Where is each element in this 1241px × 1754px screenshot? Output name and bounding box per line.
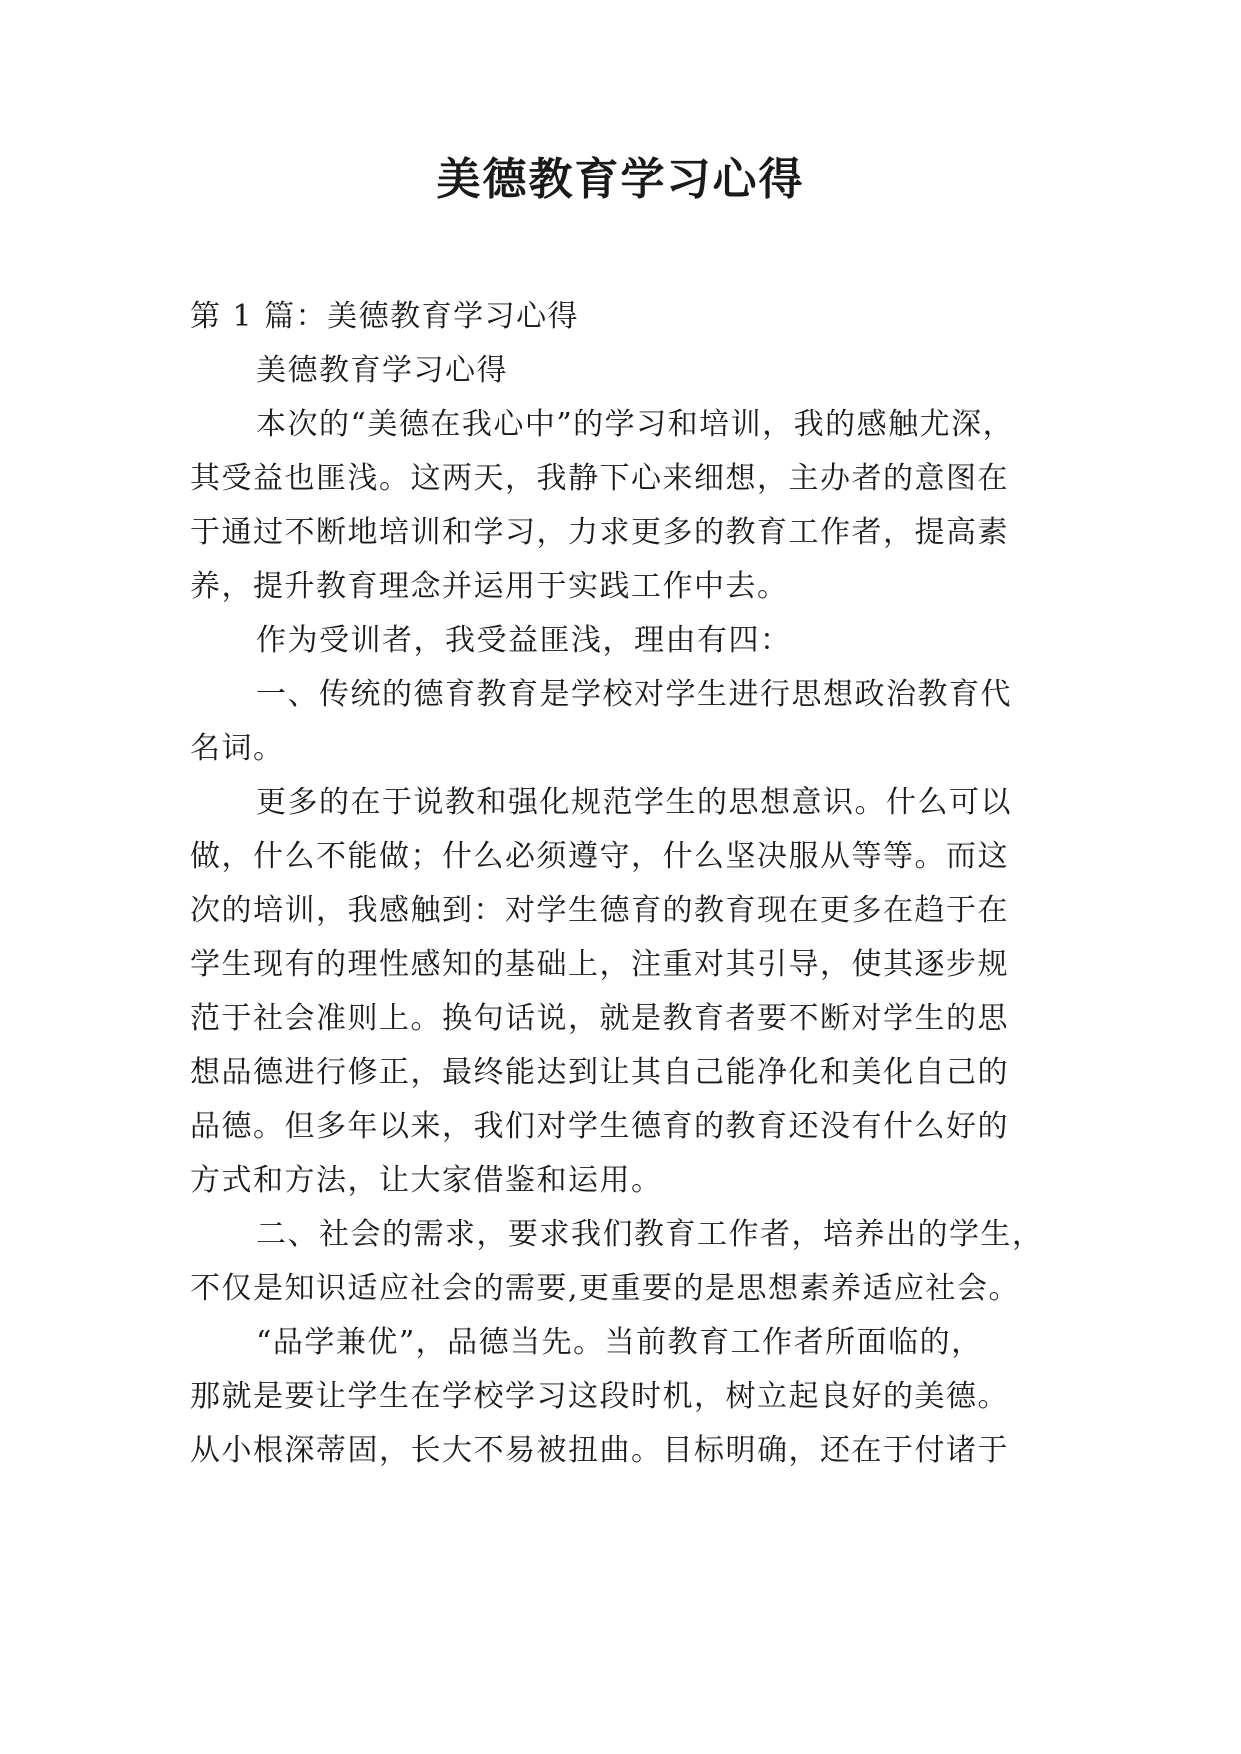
document-title: 美德教育学习心得 bbox=[436, 154, 805, 205]
body-text-line: 本次的“美德在我心中”的学习和培训，我的感触尤深， bbox=[256, 407, 1015, 442]
body-text-line: 不仅是知识适应社会的需要,更重要的是思想素养适应社会。 bbox=[190, 1271, 1021, 1306]
body-text-line: 名词。 bbox=[190, 731, 285, 766]
body-text-line: 学生现有的理性感知的基础上，注重对其引导，使其逐步规 bbox=[190, 947, 1009, 982]
body-text-line: 其受益也匪浅。这两天，我静下心来细想，主办者的意图在 bbox=[190, 461, 1009, 496]
body-text-line: 作为受训者，我受益匪浅，理由有四： bbox=[256, 623, 792, 658]
body-text-line: 次的培训，我感触到：对学生德育的教育现在更多在趋于在 bbox=[190, 893, 1009, 928]
body-text-line: 从小根深蒂固，长大不易被扭曲。目标明确，还在于付诸于 bbox=[190, 1433, 1009, 1468]
body-text-line: 方式和方法，让大家借鉴和运用。 bbox=[190, 1163, 663, 1198]
body-text-line: 二、社会的需求，要求我们教育工作者，培养出的学生， bbox=[256, 1217, 1044, 1252]
body-text-line: “品学兼优”，品德当先。当前教育工作者所面临的， bbox=[256, 1325, 983, 1360]
section-subtitle: 美德教育学习心得 bbox=[256, 353, 508, 388]
body-text-line: 更多的在于说教和强化规范学生的思想意识。什么可以 bbox=[256, 785, 1012, 820]
chapter-heading: 第 1 篇：美德教育学习心得 bbox=[190, 299, 580, 334]
document-body bbox=[190, 290, 1060, 1478]
body-text-line: 于通过不断地培训和学习，力求更多的教育工作者，提高素 bbox=[190, 515, 1009, 550]
body-text-line: 想品德进行修正，最终能达到让其自己能净化和美化自己的 bbox=[190, 1055, 1009, 1090]
body-text-line: 养，提升教育理念并运用于实践工作中去。 bbox=[190, 569, 789, 604]
body-text-line: 做，什么不能做；什么必须遵守，什么坚决服从等等。而这 bbox=[190, 839, 1009, 874]
body-text-line: 范于社会准则上。换句话说，就是教育者要不断对学生的思 bbox=[190, 1001, 1009, 1036]
body-text-line: 一、传统的德育教育是学校对学生进行思想政治教育代 bbox=[256, 677, 1012, 712]
body-text-line: 品德。但多年以来，我们对学生德育的教育还没有什么好的 bbox=[190, 1109, 1009, 1144]
body-text-line: 那就是要让学生在学校学习这段时机，树立起良好的美德。 bbox=[190, 1379, 1009, 1414]
